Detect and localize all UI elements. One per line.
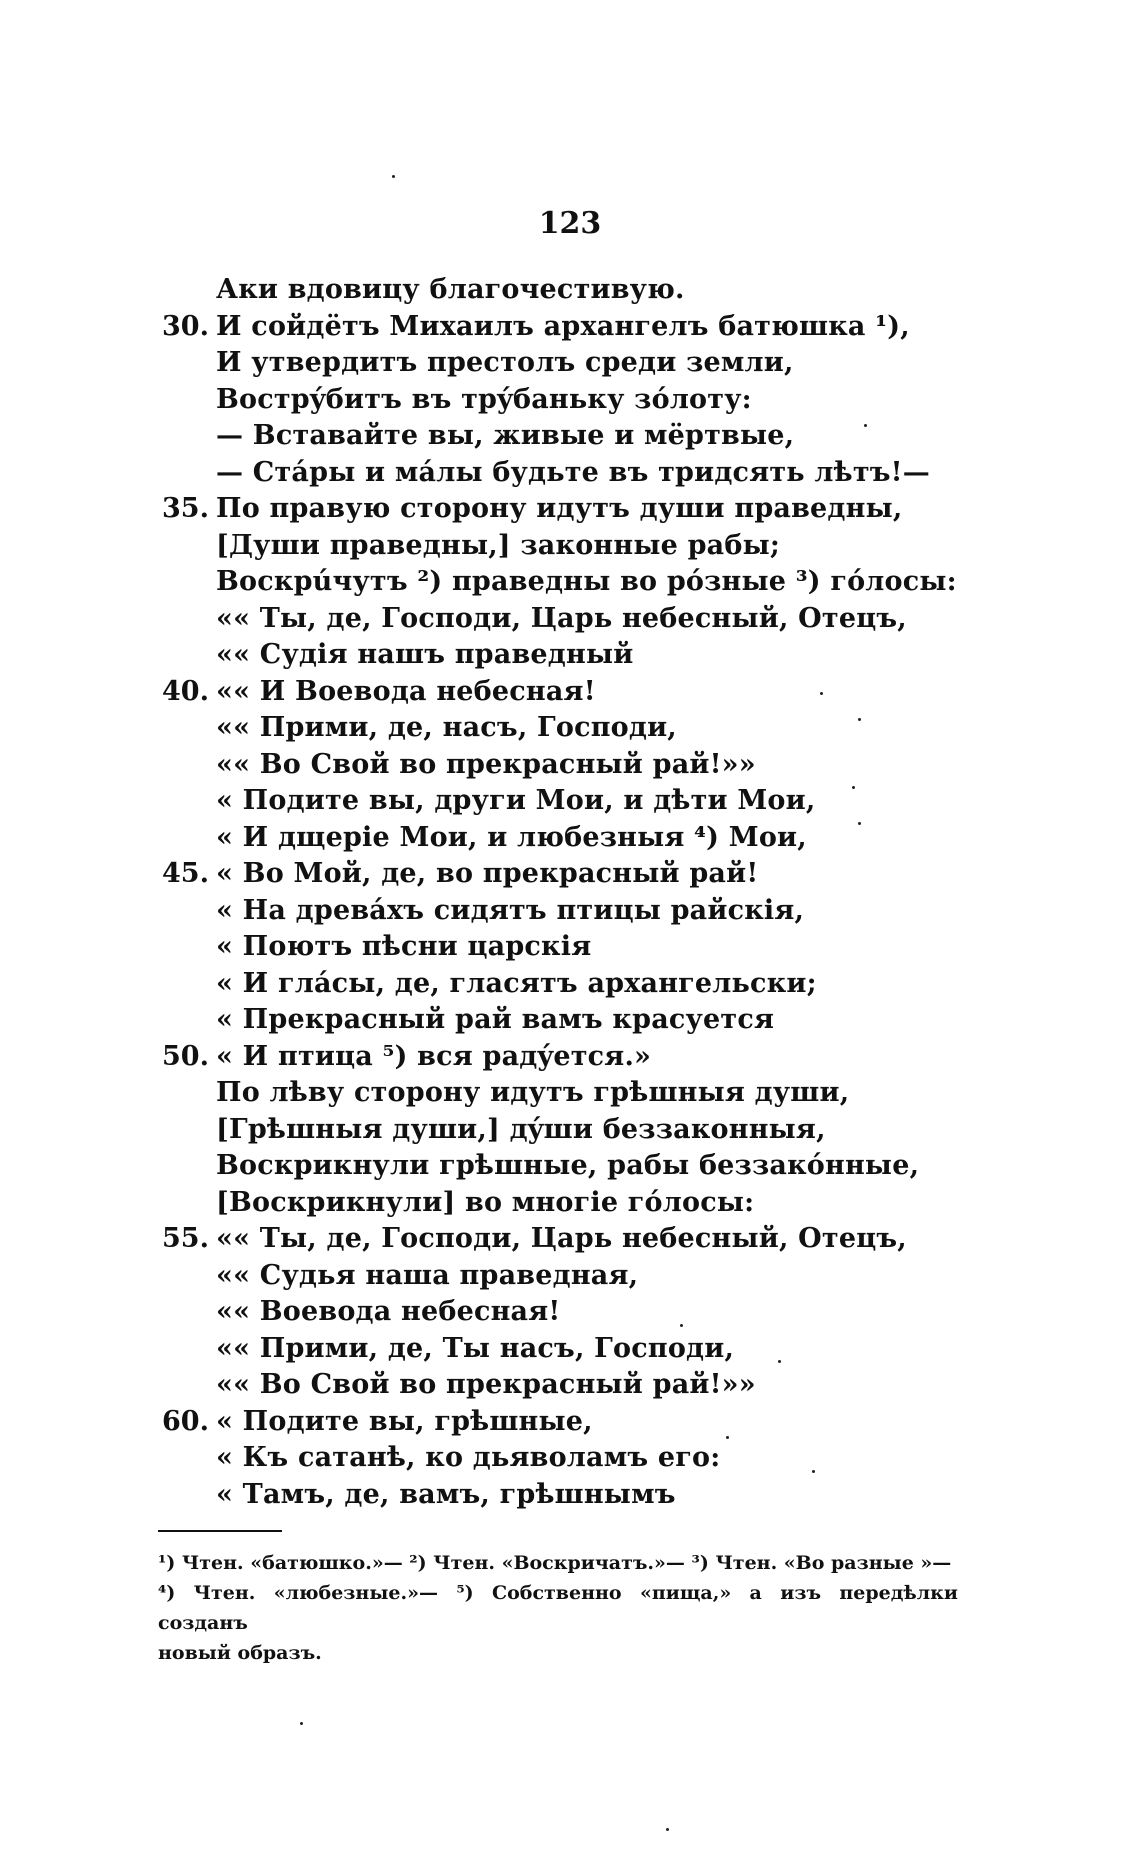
scan-speck <box>852 786 855 789</box>
scan-speck <box>300 1722 303 1725</box>
line-text: «« Судія нашъ праведный <box>216 639 634 670</box>
line-text: И сойдётъ Михаилъ архангелъ батюшка ¹), <box>216 310 910 342</box>
poem-line <box>0 455 1140 492</box>
poem-line <box>0 1404 1140 1441</box>
line-text: «« Прими, де, насъ, Господи, <box>216 712 677 743</box>
scan-speck <box>858 822 861 825</box>
line-text: Вострýбитъ въ трýбаньку зóлоту: <box>216 383 752 415</box>
line-number: 50. <box>162 1040 209 1072</box>
scan-speck <box>392 175 395 178</box>
poem-line <box>0 783 1140 820</box>
poem-line <box>0 1148 1140 1185</box>
poem-line <box>0 1440 1140 1477</box>
poem-line <box>0 1185 1140 1222</box>
line-number: 35. <box>162 493 209 524</box>
poem-line <box>0 820 1140 857</box>
poem-line <box>0 1258 1140 1295</box>
line-text: «« И Воевода небесная! <box>216 675 596 707</box>
scan-speck <box>666 1828 669 1831</box>
line-text: «« Воевода небесная! <box>216 1296 561 1327</box>
line-text: «« Во Свой во прекрасный рай!»» <box>216 748 756 780</box>
page-number: 123 <box>538 206 602 241</box>
line-number: 30. <box>162 310 209 342</box>
poem-line <box>0 1331 1140 1368</box>
poem-line <box>0 1367 1140 1404</box>
poem-line <box>0 309 1140 346</box>
poem-line <box>0 674 1140 711</box>
scan-speck <box>680 1324 683 1327</box>
scan-speck <box>778 1360 781 1363</box>
line-text: « Подите вы, други Мои, и дѣти Мои, <box>216 785 816 816</box>
line-number: 40. <box>162 675 209 707</box>
line-text: Воскрúчутъ ²) праведны во рóзные ³) гóлосы: <box>216 566 957 597</box>
line-text: « И глáсы, де, гласятъ архангельски; <box>216 967 817 999</box>
line-text: «« Во Свой во прекрасный рай!»» <box>216 1369 756 1400</box>
poem-line <box>0 528 1140 565</box>
poem-line <box>0 1075 1140 1112</box>
line-text: « Поютъ пѣсни царскія <box>216 931 592 962</box>
line-text: « И птица ⁵) вся радýется.» <box>216 1040 652 1072</box>
line-text: « Тамъ, де, вамъ, грѣшнымъ <box>216 1478 676 1510</box>
line-text: — Вставайте вы, живые и мёртвые, <box>216 420 795 451</box>
line-text: « Во Мой, де, во прекрасный рай! <box>216 858 759 889</box>
scan-speck <box>864 424 867 427</box>
line-text: «« Ты, де, Господи, Царь небесный, Отецъ, <box>216 602 907 634</box>
poem-line <box>0 747 1140 784</box>
line-text: « На древáхъ сидятъ птицы райскія, <box>216 894 805 926</box>
poem-line <box>0 1112 1140 1149</box>
poem-line <box>0 966 1140 1003</box>
line-text: По правую сторону идутъ души праведны, <box>216 493 903 524</box>
line-text: Воскрикнули грѣшные, рабы беззакóнные, <box>216 1150 920 1181</box>
line-text: И утвердитъ престолъ среди земли, <box>216 347 794 378</box>
line-text: Аки вдовицу благочестивую. <box>216 274 685 305</box>
poem-line <box>0 1039 1140 1076</box>
line-text: « Къ сатанѣ, ко дьяволамъ его: <box>216 1442 721 1473</box>
poem-line <box>0 1221 1140 1258</box>
poem-text <box>0 272 1140 1513</box>
poem-line <box>0 601 1140 638</box>
poem-line <box>0 418 1140 455</box>
line-number: 60. <box>162 1405 209 1437</box>
line-text: « Подите вы, грѣшные, <box>216 1405 593 1437</box>
line-text: «« Судья наша праведная, <box>216 1259 639 1291</box>
footnote-line: ¹) Чтен. «батюшко.»— ²) Чтен. «Воскричатъ.»— ³) Чтен. «Во разные »— <box>158 1552 952 1574</box>
line-text: « Прекрасный рай вамъ красуется <box>216 1004 775 1035</box>
line-text: [Воскрикнули] во многіе гóлосы: <box>216 1186 755 1218</box>
line-text: «« Ты, де, Господи, Царь небесный, Отецъ, <box>216 1223 907 1254</box>
scan-speck <box>820 692 823 695</box>
scan-speck <box>726 1436 729 1439</box>
footnote-divider <box>158 1530 282 1532</box>
poem-line <box>0 710 1140 747</box>
poem-line <box>0 893 1140 930</box>
poem-line <box>0 1002 1140 1039</box>
line-number: 45. <box>162 858 209 889</box>
line-text: «« Прими, де, Ты насъ, Господи, <box>216 1332 735 1364</box>
footnote-line: ⁴) Чтен. «любезные.»— ⁵) Собственно «пища,» а изъ передѣлки созданъ <box>158 1582 958 1634</box>
footnotes <box>158 1548 958 1668</box>
poem-line <box>0 1294 1140 1331</box>
poem-line <box>0 1477 1140 1514</box>
poem-line <box>0 345 1140 382</box>
line-text: « И дщеріе Мои, и любезныя ⁴) Мои, <box>216 821 807 853</box>
line-text: [Души праведны,] законные рабы; <box>216 529 780 561</box>
poem-line <box>0 637 1140 674</box>
line-text: По лѣву сторону идутъ грѣшныя души, <box>216 1077 850 1108</box>
poem-line <box>0 272 1140 309</box>
scan-speck <box>812 1470 815 1473</box>
line-number: 55. <box>162 1223 209 1254</box>
poem-line <box>0 856 1140 893</box>
line-text: — Стáры и мáлы будьте въ тридсять лѣтъ!— <box>216 456 930 488</box>
footnote-line: новый образъ. <box>158 1642 322 1664</box>
poem-line <box>0 491 1140 528</box>
poem-line <box>0 929 1140 966</box>
scan-speck <box>858 718 861 721</box>
poem-line <box>0 564 1140 601</box>
line-text: [Грѣшныя души,] дýши беззаконныя, <box>216 1113 826 1145</box>
poem-line <box>0 382 1140 419</box>
